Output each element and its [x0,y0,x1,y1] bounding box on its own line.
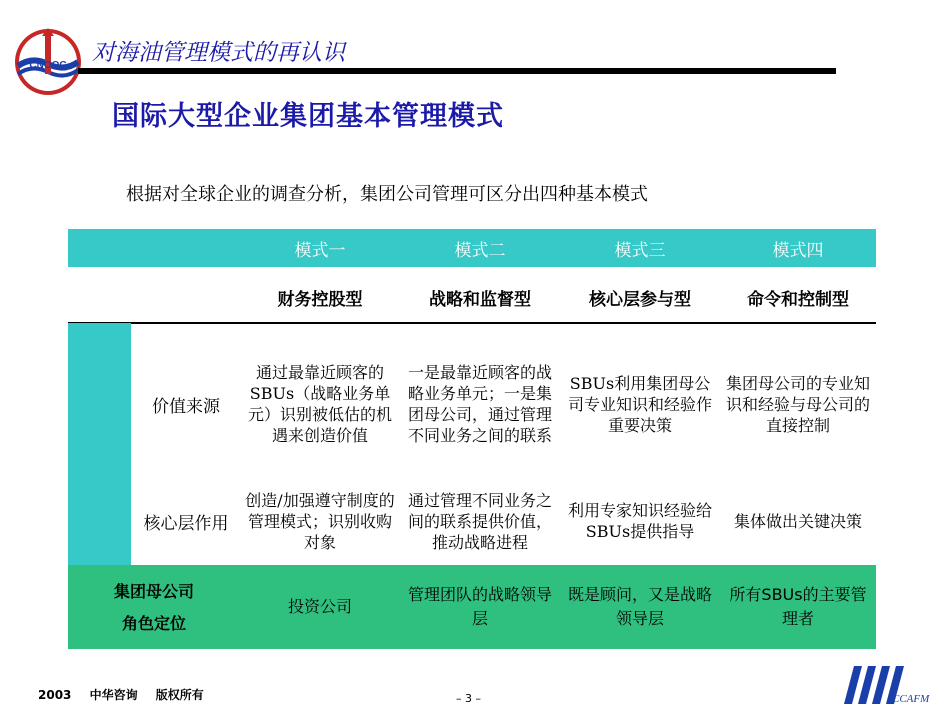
core-role-mode-4: 集体做出关键决策 [733,511,862,531]
copyright [38,686,218,703]
parent-role-mode-1: 投资公司 [287,597,352,616]
type-1-label: 财务控股型 [277,289,363,310]
value-source-mode-1: 通过最靠近顾客的SBUs（战略业务单元）识别被低估的机遇来创造价值 [247,363,392,445]
mode-4-label: 模式四 [772,240,824,261]
intro-text: 根据对全球企业的调查分析，集团公司管理可区分出四种基本模式 [126,184,648,205]
management-modes-table [68,229,876,649]
mode-2-label: 模式二 [454,240,506,261]
type-4-label: 命令和控制型 [747,289,849,310]
core-role-mode-1: 创造/加强遵守制度的管理模式；识别收购对象 [245,490,395,552]
footer-row-label-line-2: 角色定位 [121,614,186,633]
core-role-mode-2: 通过管理不同业务之间的联系提供价值，推动战略进程 [407,490,552,552]
svg-text:CNOOC: CNOOC [29,60,67,71]
core-role-mode-3: 利用专家知识经验给SBUs提供指导 [567,501,712,541]
ccafm-logo [840,664,940,706]
footer-row-label-line-1: 集团母公司 [113,582,194,601]
parent-role-mode-3: 既是顾问，又是战略领导层 [567,585,712,628]
left-band [68,323,131,565]
copyright-company: 中华咨询 [89,688,138,702]
page-title: 国际大型企业集团基本管理模式 [112,101,504,132]
header-rule [78,68,836,74]
row-label-core-role: 核心层作用 [143,513,229,534]
parent-role-mode-4: 所有SBUs的主要管理者 [729,585,867,628]
type-3-label: 核心层参与型 [589,289,691,310]
header-title: 对海油管理模式的再认识 [92,40,345,66]
value-source-mode-3: SBUs利用集团母公司专业知识和经验作重要决策 [567,373,712,435]
copyright-year: 2003 [38,688,72,702]
mode-1-label: 模式一 [294,240,346,261]
svg-text:CCAFM: CCAFM [892,693,930,705]
row-label-value-source: 价值来源 [152,396,220,417]
page-number: – 3 – [456,692,481,705]
value-source-mode-4: 集团母公司的专业知识和经验与母公司的直接控制 [725,373,870,435]
table-divider [68,322,876,324]
type-2-label: 战略和监督型 [429,289,531,310]
footer-row-label [68,573,240,643]
mode-3-label: 模式三 [614,240,666,261]
copyright-rights: 版权所有 [155,688,204,702]
parent-role-mode-2: 管理团队的战略领导层 [407,585,552,628]
value-source-mode-2: 一是最靠近顾客的战略业务单元；一是集团母公司，通过管理不同业务之间的联系 [407,363,552,445]
cnooc-logo [12,26,84,98]
